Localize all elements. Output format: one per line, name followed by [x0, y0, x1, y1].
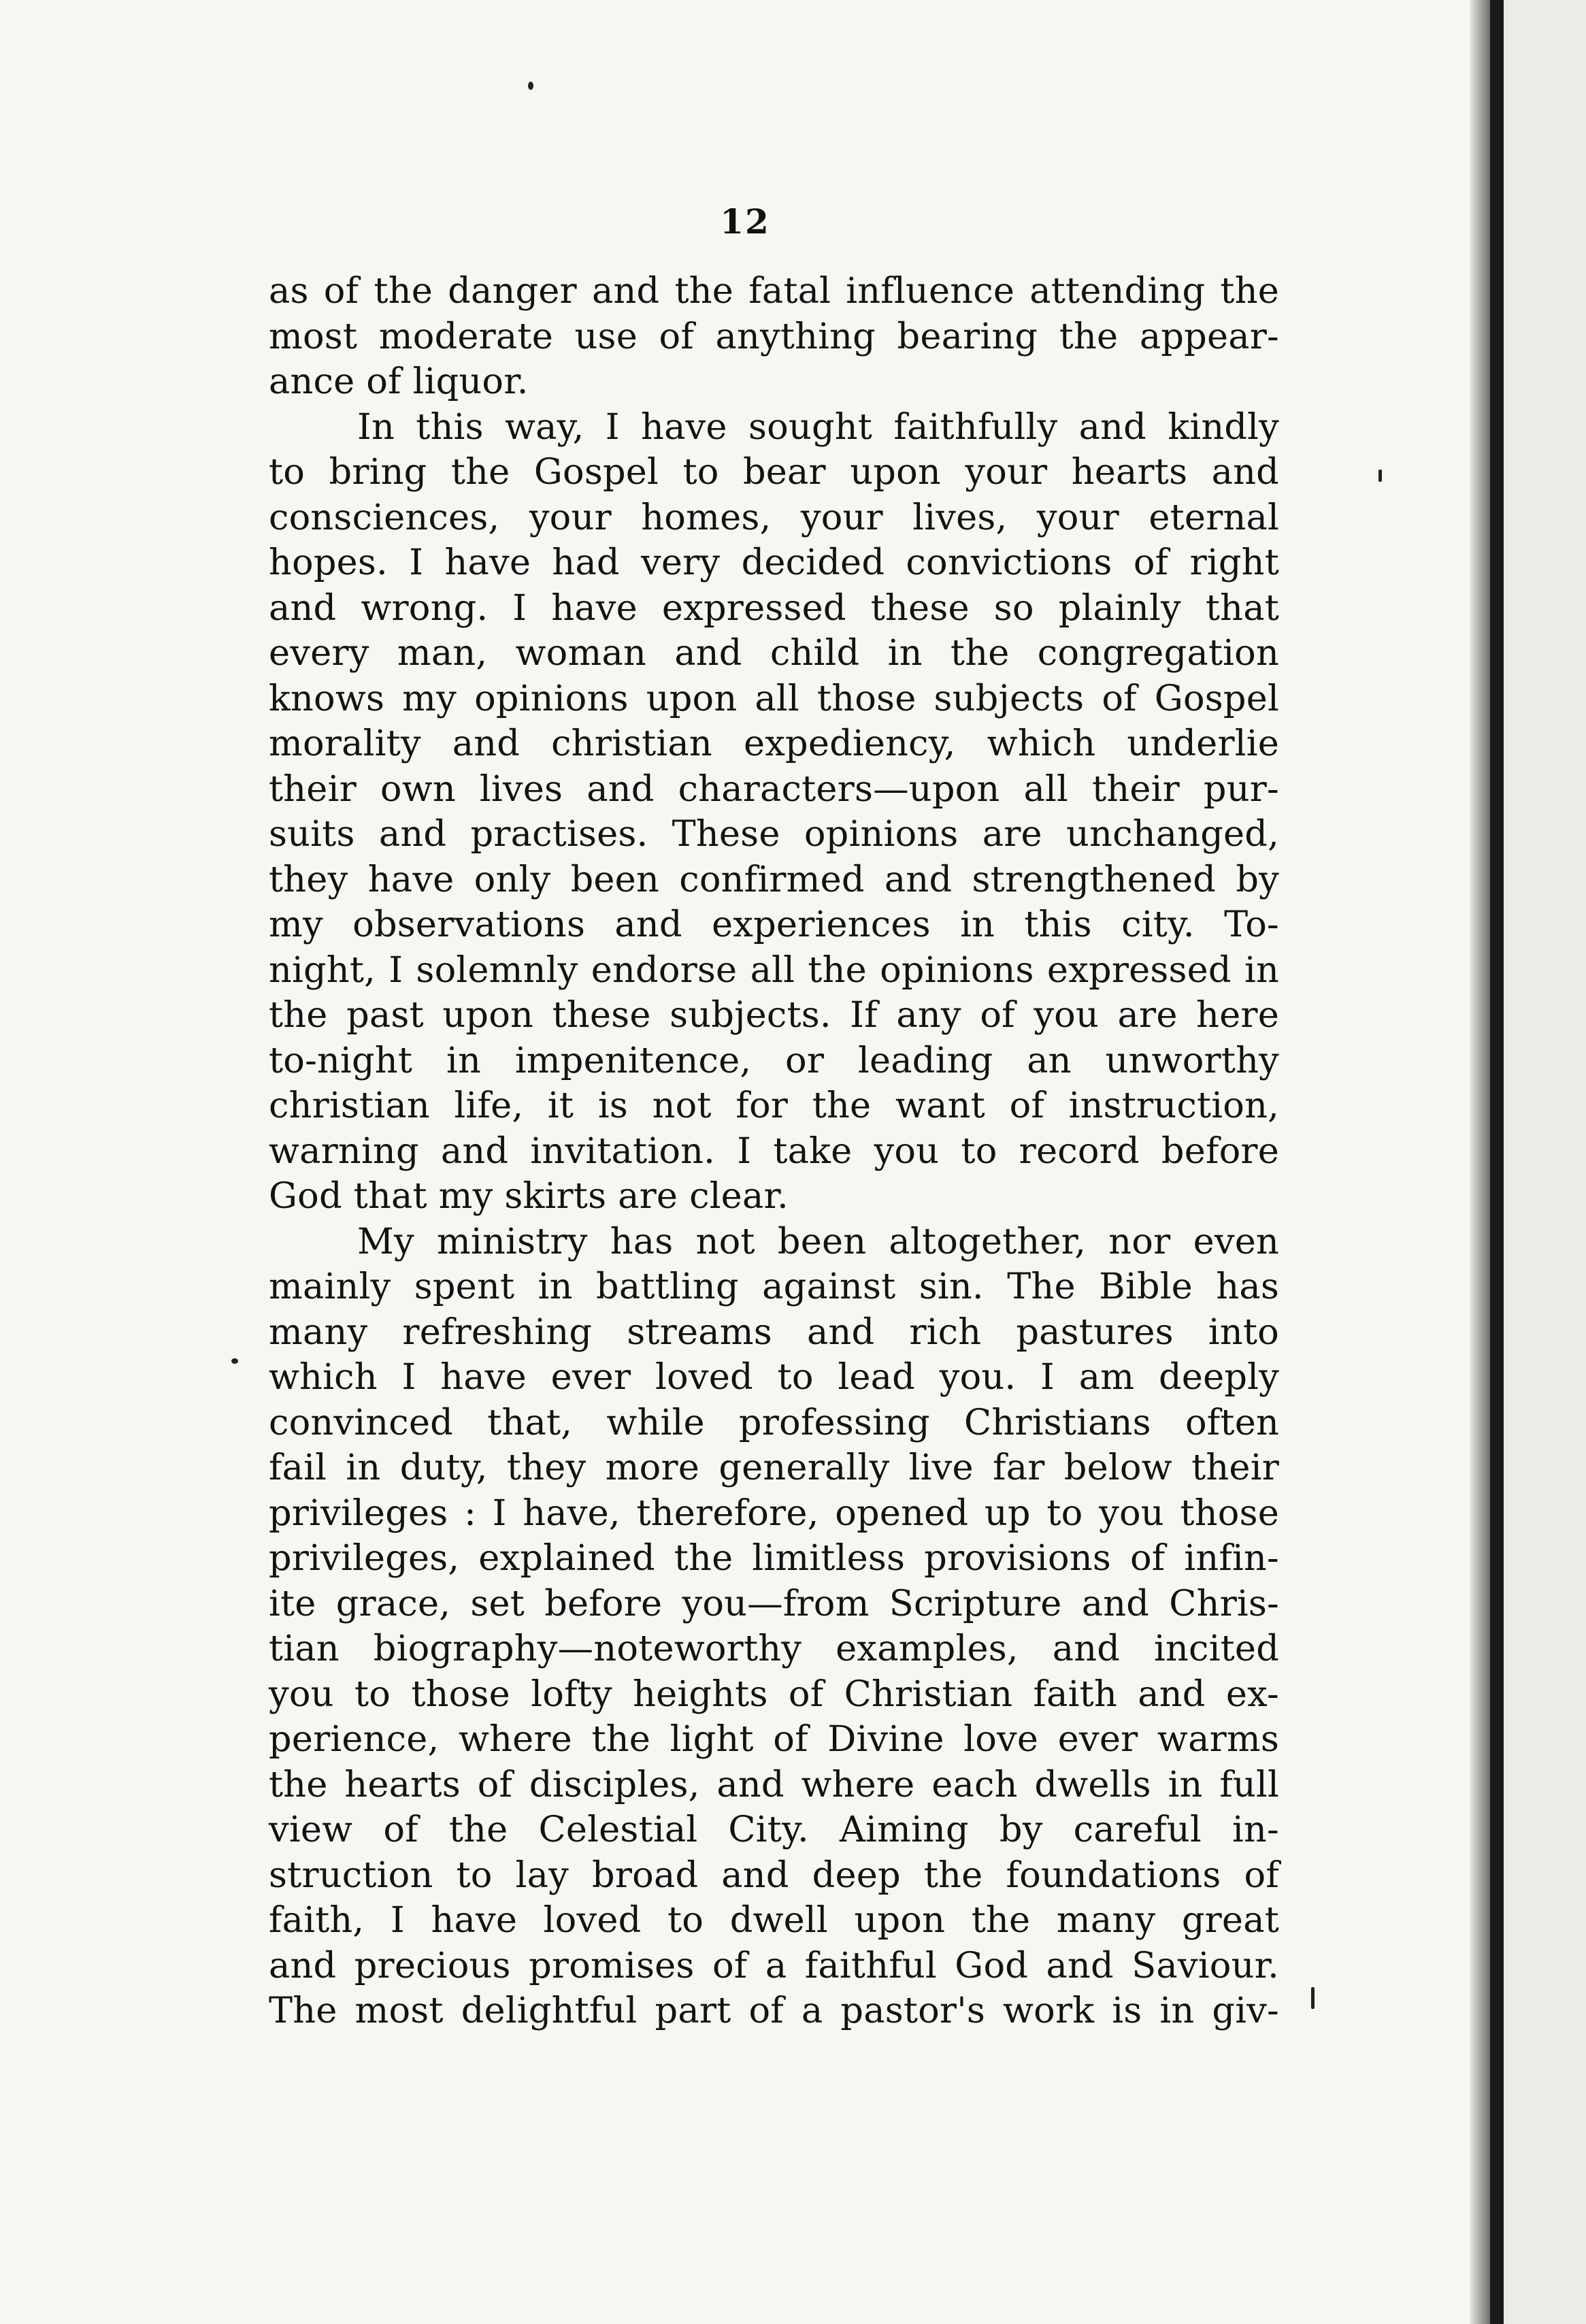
ink-speck [528, 82, 533, 90]
text-line: many refreshing streams and rich pastures into [269, 1311, 1279, 1353]
ink-speck [1311, 1987, 1315, 2009]
text-line: and precious promises of a faithful God and Saviour. [269, 1944, 1279, 1986]
text-line: fail in duty, they more generally live far below their [269, 1447, 1279, 1488]
text-line: In this way, I have sought faithfully and kindly [357, 406, 1279, 448]
text-line: struction to lay broad and deep the foundations of [269, 1854, 1279, 1896]
text-line: God that my skirts are clear. [269, 1175, 789, 1217]
text-line: ite grace, set before you—from Scripture and Chris- [269, 1582, 1279, 1624]
text-line: view of the Celestial City. Aiming by careful in- [269, 1809, 1279, 1850]
text-line: night, I solemnly endorse all the opinions expressed in [269, 949, 1279, 991]
text-line: hopes. I have had very decided convictions of right [269, 542, 1279, 583]
text-line: privileges, explained the limitless provisions of infin- [269, 1537, 1279, 1579]
text-line: knows my opinions upon all those subjects of Gospel [269, 677, 1279, 719]
text-line: warning and invitation. I take you to record before [269, 1130, 1279, 1172]
book-spine [1490, 0, 1504, 2324]
text-line: tian biography—noteworthy examples, and incited [269, 1628, 1279, 1669]
text-line: consciences, your homes, your lives, your eternal [269, 496, 1279, 538]
text-line: convinced that, while professing Christians often [269, 1401, 1279, 1443]
text-line: most moderate use of anything bearing the appear- [269, 315, 1279, 357]
text-line: The most delightful part of a pastor's work is in giv- [269, 1990, 1279, 2031]
text-line: perience, where the light of Divine love ever warms [269, 1718, 1279, 1760]
ink-speck [1378, 470, 1382, 482]
text-line: suits and practises. These opinions are unchanged, [269, 813, 1279, 855]
text-line: and wrong. I have expressed these so plainly that [269, 587, 1279, 629]
text-line: christian life, it is not for the want of instruction, [269, 1085, 1279, 1126]
ink-speck [231, 1358, 238, 1364]
text-line: which I have ever loved to lead you. I am deeply [269, 1356, 1279, 1398]
page-number: 12 [720, 201, 770, 242]
text-line: the past upon these subjects. If any of you are here [269, 994, 1279, 1036]
text-line: My ministry has not been altogether, nor even [357, 1220, 1279, 1262]
text-line: their own lives and characters—upon all their pur- [269, 768, 1279, 810]
text-line: mainly spent in battling against sin. The Bible has [269, 1266, 1279, 1307]
text-line: they have only been confirmed and strengthened by [269, 858, 1279, 900]
body-text [269, 269, 1279, 2034]
text-line: to-night in impenitence, or leading an unworthy [269, 1039, 1279, 1081]
text-line: faith, I have loved to dwell upon the many great [269, 1899, 1279, 1941]
text-line: ance of liquor. [269, 361, 529, 402]
text-line: the hearts of disciples, and where each dwells in full [269, 1763, 1279, 1805]
gutter-shadow [1470, 0, 1490, 2324]
text-line: privileges : I have, therefore, opened up to you those [269, 1492, 1279, 1534]
text-line: you to those lofty heights of Christian faith and ex- [269, 1673, 1279, 1715]
adjacent-page-edge [1504, 0, 1586, 2324]
text-line: every man, woman and child in the congregation [269, 632, 1279, 674]
text-line: as of the danger and the fatal influence attending the [269, 270, 1279, 312]
text-line: to bring the Gospel to bear upon your hearts and [269, 451, 1279, 493]
text-line: my observations and experiences in this city. To- [269, 904, 1279, 945]
text-line: morality and christian expediency, which underlie [269, 723, 1279, 764]
